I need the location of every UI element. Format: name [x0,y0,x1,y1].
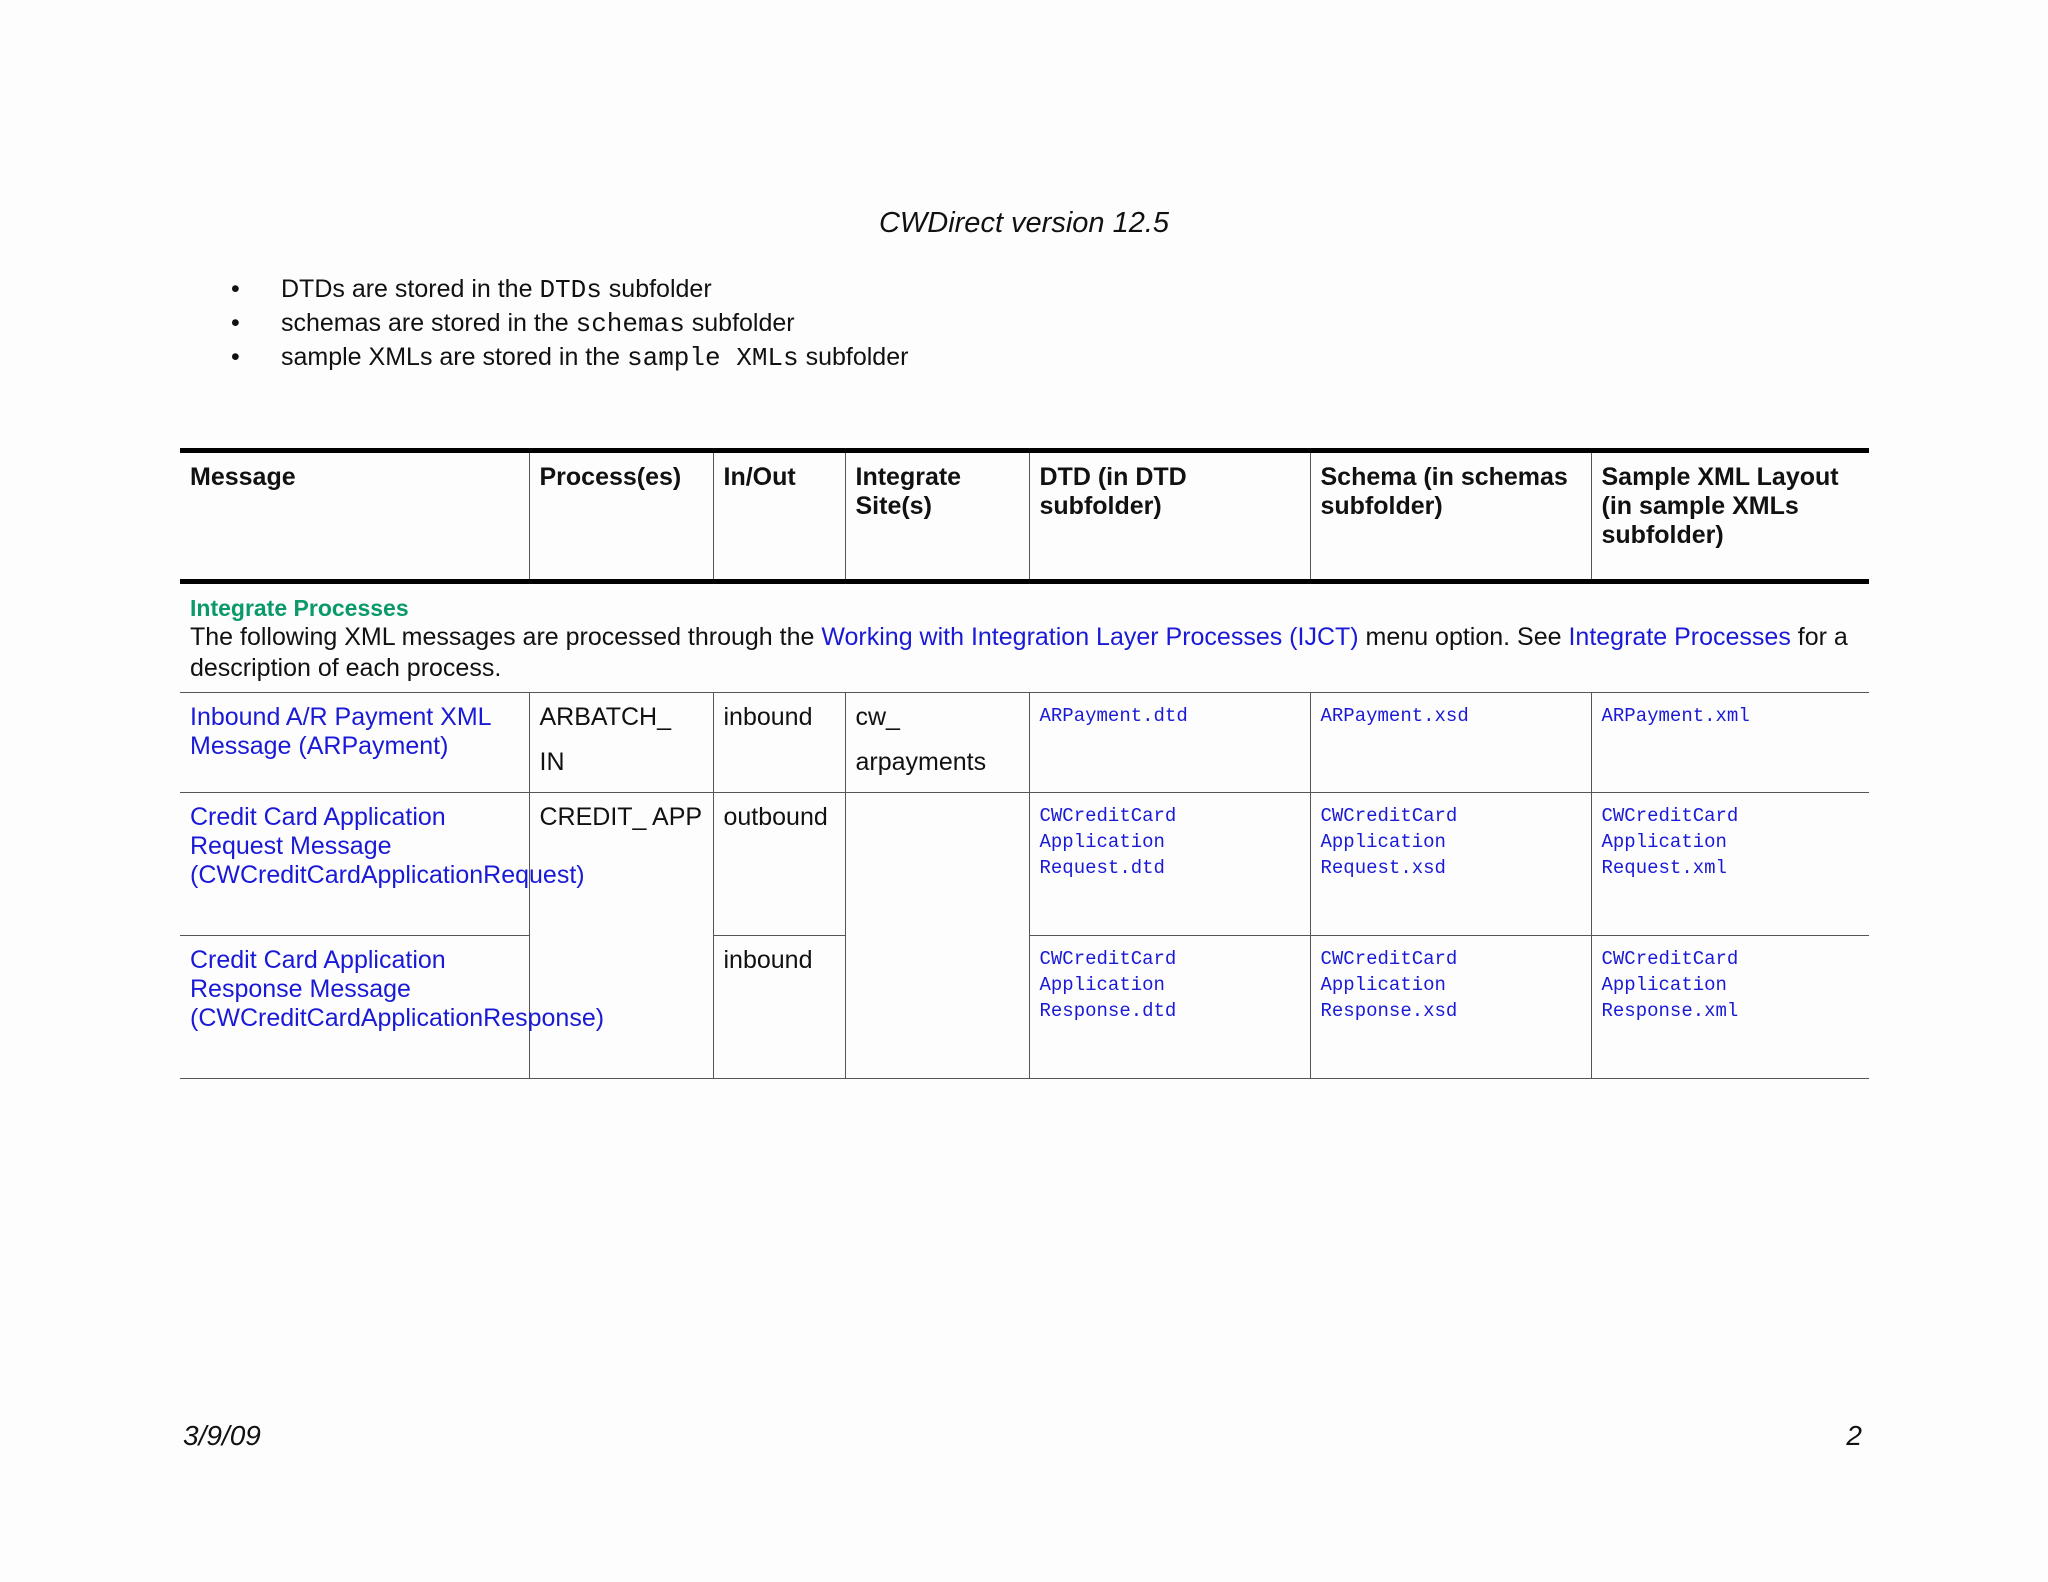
bullet-item: • sample XMLs are stored in the sample XMLs subfolder [231,340,908,374]
column-header-dtd: DTD (in DTD subfolder) [1029,451,1310,582]
bullet-item: • schemas are stored in the schemas subfolder [231,306,908,340]
schema-file-link[interactable]: ARPayment.xsd [1310,693,1591,793]
footer-page-number: 2 [1846,1420,1862,1451]
schema-file-link[interactable]: CWCreditCard Application Response.xsd [1310,936,1591,1079]
link-working-with-integration-layer[interactable]: Working with Integration Layer Processes (IJCT) [821,623,1359,651]
message-link[interactable]: Credit Card Application Response Message (CWCreditCardApplicationResponse) [180,936,529,1079]
xml-message-table [180,448,1869,1079]
integrate-site-cell: cw_ arpayments [845,693,1029,793]
section-title: Integrate Processes [190,595,409,621]
table-row [180,693,1869,793]
integrate-site-cell [845,793,1029,1079]
sample-xml-file-link[interactable]: CWCreditCard Application Request.xml [1591,793,1869,936]
bullet-item: • DTDs are stored in the DTDs subfolder [231,272,908,306]
link-integrate-processes[interactable]: Integrate Processes [1568,623,1791,651]
table-row [180,793,1869,936]
column-header-integrate-sites: Integrate Site(s) [845,451,1029,582]
in-out-cell: inbound [713,693,845,793]
bullet-list [231,272,908,374]
table-header-row [180,451,1869,582]
message-link[interactable]: Credit Card Application Request Message (CWCreditCardApplicationRequest) [180,793,529,936]
dtd-file-link[interactable]: ARPayment.dtd [1029,693,1310,793]
page-header-title: CWDirect version 12.5 [878,207,1170,239]
sample-xml-file-link[interactable]: ARPayment.xml [1591,693,1869,793]
column-header-processes: Process(es) [529,451,713,582]
in-out-cell: inbound [713,936,845,1079]
in-out-cell: outbound [713,793,845,936]
dtd-file-link[interactable]: CWCreditCard Application Response.dtd [1029,936,1310,1079]
process-cell: ARBATCH_ IN [529,693,713,793]
column-header-schema: Schema (in schemas subfolder) [1310,451,1591,582]
column-header-sample-xml: Sample XML Layout (in sample XMLs subfolder) [1591,451,1869,582]
column-header-in-out: In/Out [713,451,845,582]
section-cell [180,582,1869,693]
column-header-message: Message [180,451,529,582]
dtd-file-link[interactable]: CWCreditCard Application Request.dtd [1029,793,1310,936]
sample-xml-file-link[interactable]: CWCreditCard Application Response.xml [1591,936,1869,1079]
process-cell: CREDIT_ APP [529,793,713,1079]
section-description: The following XML messages are processed through the Working with Integration Layer Processes (IJCT) menu option. See Integrate Processes for a description of each process. [190,623,1848,682]
message-link[interactable]: Inbound A/R Payment XML Message (ARPayment) [180,693,529,793]
footer-date: 3/9/09 [183,1420,261,1451]
schema-file-link[interactable]: CWCreditCard Application Request.xsd [1310,793,1591,936]
section-row [180,582,1869,693]
